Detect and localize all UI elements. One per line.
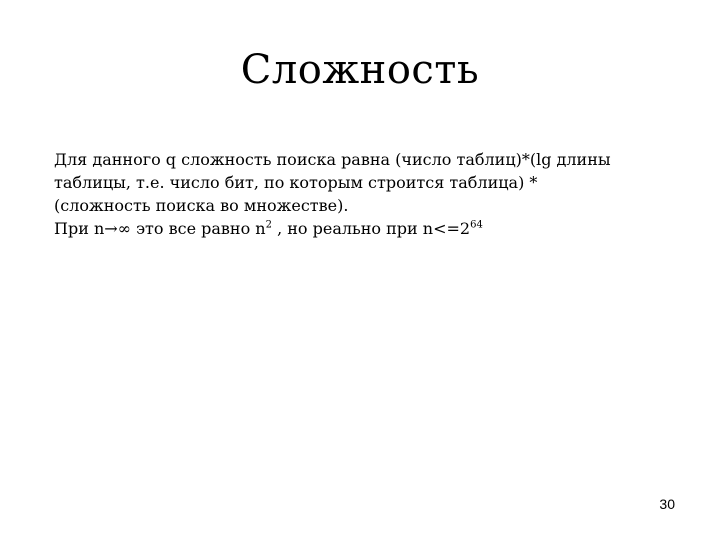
exponent-64: 64 (470, 219, 483, 231)
body-line-1: Для данного q сложность поиска равна (число таблиц)*(lg длины (54, 150, 611, 169)
page-number: 30 (659, 496, 675, 512)
body-line-2: таблицы, т.е. число бит, по которым строится таблица) * (54, 173, 538, 192)
line4-tail: , но реально при n<=2 (271, 219, 471, 238)
arrow-infinity-symbol: →∞ (104, 219, 131, 238)
body-line-3: (сложность поиска во множестве). (54, 196, 349, 215)
slide-title: Сложность (240, 47, 480, 93)
slide-body (54, 148, 664, 240)
line4-middle: это все равно n (130, 219, 266, 238)
line4-prefix: При n (54, 219, 105, 238)
exponent-2: 2 (265, 219, 272, 231)
body-line-4 (54, 217, 664, 240)
